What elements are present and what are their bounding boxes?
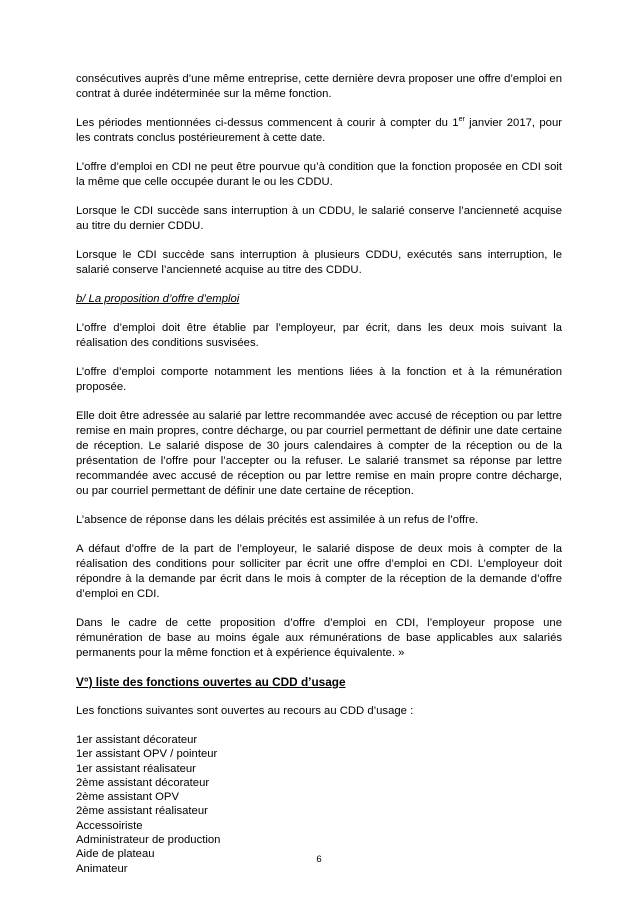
page-content bbox=[76, 72, 562, 876]
list-item: 2ème assistant décorateur bbox=[76, 776, 210, 789]
paragraph: L’offre d’emploi en CDI ne peut être pourvue qu’à condition que la fonction proposée en CDI soit la même que celle occupée durant le ou les CDDU. bbox=[76, 161, 562, 188]
section-subheading: b/ La proposition d’offre d’emploi bbox=[76, 293, 240, 305]
paragraph-text: janvier 2017, pour les contrats conclus postérieurement à cette date. bbox=[76, 117, 562, 144]
list-item: Animateur bbox=[76, 862, 128, 875]
list-item: Aide de plateau bbox=[76, 848, 155, 861]
paragraph: Elle doit être adressée au salarié par lettre recommandée avec accusé de réception ou par lettre remise en main propres, contre décharge, ou par courriel permettant de définir une date certaine de réception. Le salarié dispose de 30 jours calendaires à compter de la réception ou de la présentation de l’offre pour l’accepter ou la refuser. Le salarié transmet sa réponse par lettre recommandée avec accusé de réception ou par lettre remise en main propre contre décharge, ou par courriel permettant de définir une date certaine de réception. bbox=[76, 410, 562, 497]
list-item: 2ème assistant OPV bbox=[76, 791, 179, 804]
paragraph: Lorsque le CDI succède sans interruption à un CDDU, le salarié conserve l’ancienneté acquise au titre du dernier CDDU. bbox=[76, 205, 562, 232]
list-item: Accessoiriste bbox=[76, 819, 143, 832]
list-item: 1er assistant réalisateur bbox=[76, 762, 196, 775]
list-item: 2ème assistant réalisateur bbox=[76, 805, 208, 818]
paragraph: L’offre d’emploi doit être établie par l’employeur, par écrit, dans les deux mois suivant la réalisation des conditions susvisées. bbox=[76, 322, 562, 349]
paragraph: Dans le cadre de cette proposition d’offre d’emploi en CDI, l’employeur propose une rémunération de base au moins égale aux rémunérations de base applicables aux salariés permanents pour la même fonction et à expérience équivalente. » bbox=[76, 617, 562, 659]
paragraph-text: Les périodes mentionnées ci-dessus commencent à courir à compter du 1 bbox=[76, 117, 459, 129]
superscript: er bbox=[458, 116, 465, 124]
paragraph: L’offre d’emploi comporte notamment les mentions liées à la fonction et à la rémunération proposée. bbox=[76, 366, 562, 393]
list-item: 1er assistant OPV / pointeur bbox=[76, 748, 218, 761]
section-heading: V°) liste des fonctions ouvertes au CDD d’usage bbox=[76, 675, 346, 689]
list-intro: Les fonctions suivantes sont ouvertes au recours au CDD d’usage : bbox=[76, 705, 414, 717]
paragraph: A défaut d’offre de la part de l’employeur, le salarié dispose de deux mois à compter de la réalisation des conditions pour solliciter par écrit une offre d’emploi en CDI. L’employeur doit répondre à la demande par écrit dans le mois à compter de la réception de la demande d’offre d’emploi en CDI. bbox=[76, 543, 562, 600]
paragraph: L’absence de réponse dans les délais précités est assimilée à un refus de l’offre. bbox=[76, 514, 479, 526]
paragraph bbox=[76, 116, 562, 146]
page-number: 6 bbox=[316, 854, 322, 865]
paragraph: Lorsque le CDI succède sans interruption à plusieurs CDDU, exécutés sans interruption, le salarié conserve l’ancienneté acquise au titre des CDDU. bbox=[76, 249, 562, 276]
paragraph: consécutives auprès d’une même entreprise, cette dernière devra proposer une offre d’emploi en contrat à durée indéterminée sur la même fonction. bbox=[76, 73, 562, 100]
list-item: Administrateur de production bbox=[76, 834, 221, 847]
list-item: 1er assistant décorateur bbox=[76, 734, 198, 746]
